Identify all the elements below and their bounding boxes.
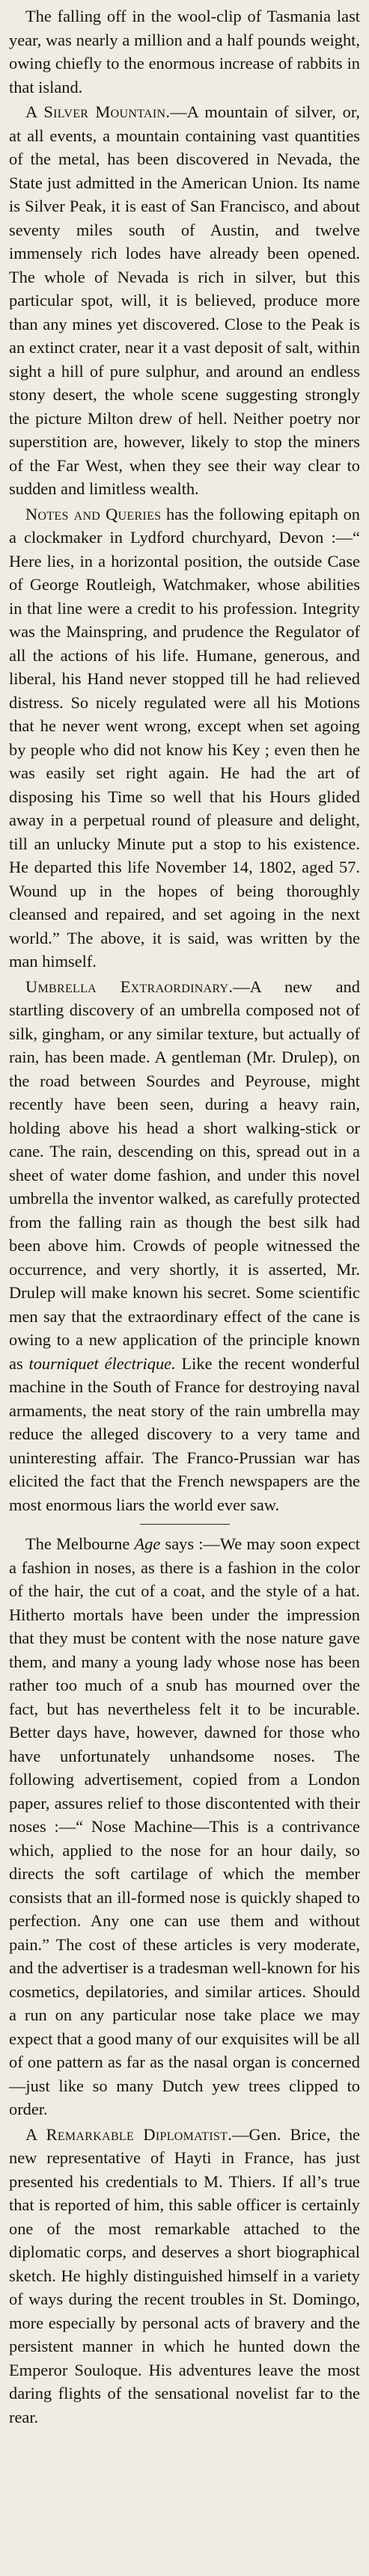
section-heading: A Silver Mountain. — [25, 102, 171, 121]
italic-term: tourniquet électrique. — [28, 1353, 176, 1373]
section-divider — [140, 1524, 230, 1525]
paragraph-melbourne-age — [9, 1532, 360, 2121]
paragraph-text: —Gen. Brice, the new representative of Hayti in France, has just presented his credentials to M. Thiers. If all’s true that is reported of him, this sable officer is certainly one of the most remarkable attached to the diplomatic corps, and deserves a short biographical sketch. He highly distinguished himself in a variety of ways during the recent troubles in St. Domingo, more especially by personal acts of bravery and the persistent manner in which he hunted down the Emperor Souloque. His adventures leave the most daring flights of the sensational novelist far to the rear. — [9, 2124, 360, 2426]
paragraph-silver-mountain — [9, 100, 360, 501]
paragraph-text: —A mountain of silver, or, at all events, a mountain containing vast quantities of the metal, has been discovered in Nevada, the State just admitted in the American Union. Its name is Silver Peak, it is east of San Francisco, and about seventy miles south of Austin, and twelve immensely rich lodes have already been opened. The whole of Nevada is rich in silver, but this particular spot, will, it is believed, produce more than any mines yet discovered. Close to the Peak is an extinct crater, near it a vast deposit of salt, within sight a hill of pure sulphur, and around an endless stony desert, the whole scene suggesting strongly the picture Milton drew of hell. Neither poetry nor superstition are, however, likely to stop the miners of the Far West, when they see their way clear to sudden and limitless wealth. — [9, 102, 360, 498]
paragraph-remarkable-diplomatist — [9, 2123, 360, 2429]
paragraph-umbrella-extraordinary — [9, 975, 360, 1517]
paragraph-clockmaker-epitaph — [9, 502, 360, 974]
paragraph-text: has the following epitaph on a clockmaker in Lydford churchyard, Devon :—“ Here lies, in a horizontal position, the outside Case of George Routleigh, Watchmaker, whose abilities in that line were a credit to his profession. Integrity was the Mainspring, and prudence the Regulator of all the actions of his life. Humane, generous, and liberal, his Hand never stopped till he had relieved distress. So nicely regulated were all his Motions that he never went wrong, except when set agoing by people who did not know his Key ; even then he was easily set right again. He had the art of disposing his Time so well that his Hours glided away in a perpetual round of pleasure and delight, till an unlucky Minute put a stop to his existence. He departed this life November 14, 1802, aged 57. Wound up in the hopes of being thoroughly cleansed and repaired, and set agoing in the next world.” The above, it is said, was written by the man himself. — [9, 504, 360, 971]
section-heading: Notes and Queries — [25, 504, 162, 523]
paragraph-wool-clip — [9, 4, 360, 99]
paragraph-text: says :—We may soon expect a fashion in noses, as there is a fashion in the color of the hair, the cut of a coat, and the style of a hat. Hitherto mortals have been under the impression that they must be content with the nose nature gave them, and many a young lady whose nose has been rather too much of a snub has mourned over the fact, but has nevertheless felt it to be incurable. Better days have, however, dawned for those who have unfortunately unhandsome noses. The following advertisement, copied from a London paper, assures relief to those discontented with their noses :—“ Nose Machine—This is a contrivance which, applied to the nose for an hour daily, so directs the soft cartilage of which the member consists that an ill-formed nose is quickly shaped to perfection. Any one can use them and without pain.” The cost of these articles is very moderate, and the advertiser is a tradesman well-known for his cosmetics, depilatories, and similar artices. Should a run on any particular nose take place we may expect that a good many of our exquisites will be all of one pattern as far as the nasal organ is concerned—just like so many Dutch yew trees clipped to order. — [9, 1534, 361, 2118]
paragraph-text: —A new and startling discovery of an umbrella composed not of silk, gingham, or any similar texture, but actually of rain, has been made. A gentleman (Mr. Drulep), on the road between Sourdes and Peyrouse, might recently have been seen, during a heavy rain, holding above his head a short walking-stick or cane. The rain, descending on this, spread out in a sheet of water dome fashion, and under this novel umbrella the inventor walked, as carefully protected from the falling rain as though the best silk had been above him. Crowds of people witnessed the occurrence, and very shortly, it is asserted, Mr. Drulep will make known his secret. Some scientific men say that the extraordinary effect of the cane is owing to a new application of the principle known as — [9, 977, 360, 1373]
paragraph-text: The falling off in the wool-clip of Tasmania last year, was nearly a million and a half pounds weight, owing chiefly to the enormous increase of rabbits in that island. — [9, 7, 360, 96]
newspaper-name: Age — [134, 1534, 161, 1553]
section-heading: A Remarkable Diplomatist. — [25, 2124, 233, 2144]
section-heading: Umbrella Extraordinary. — [25, 977, 234, 996]
paragraph-text: Like the recent wonderful machine in the South of France for destroying naval armaments, the neat story of the rain umbrella may reduce the alleged discovery to a very tame and uninteresting affair. The Franco-Prussian war has elicited the fact that the French newspapers are the most enormous liars the world ever saw. — [9, 1353, 360, 1514]
paragraph-text: The Melbourne — [25, 1534, 135, 1553]
